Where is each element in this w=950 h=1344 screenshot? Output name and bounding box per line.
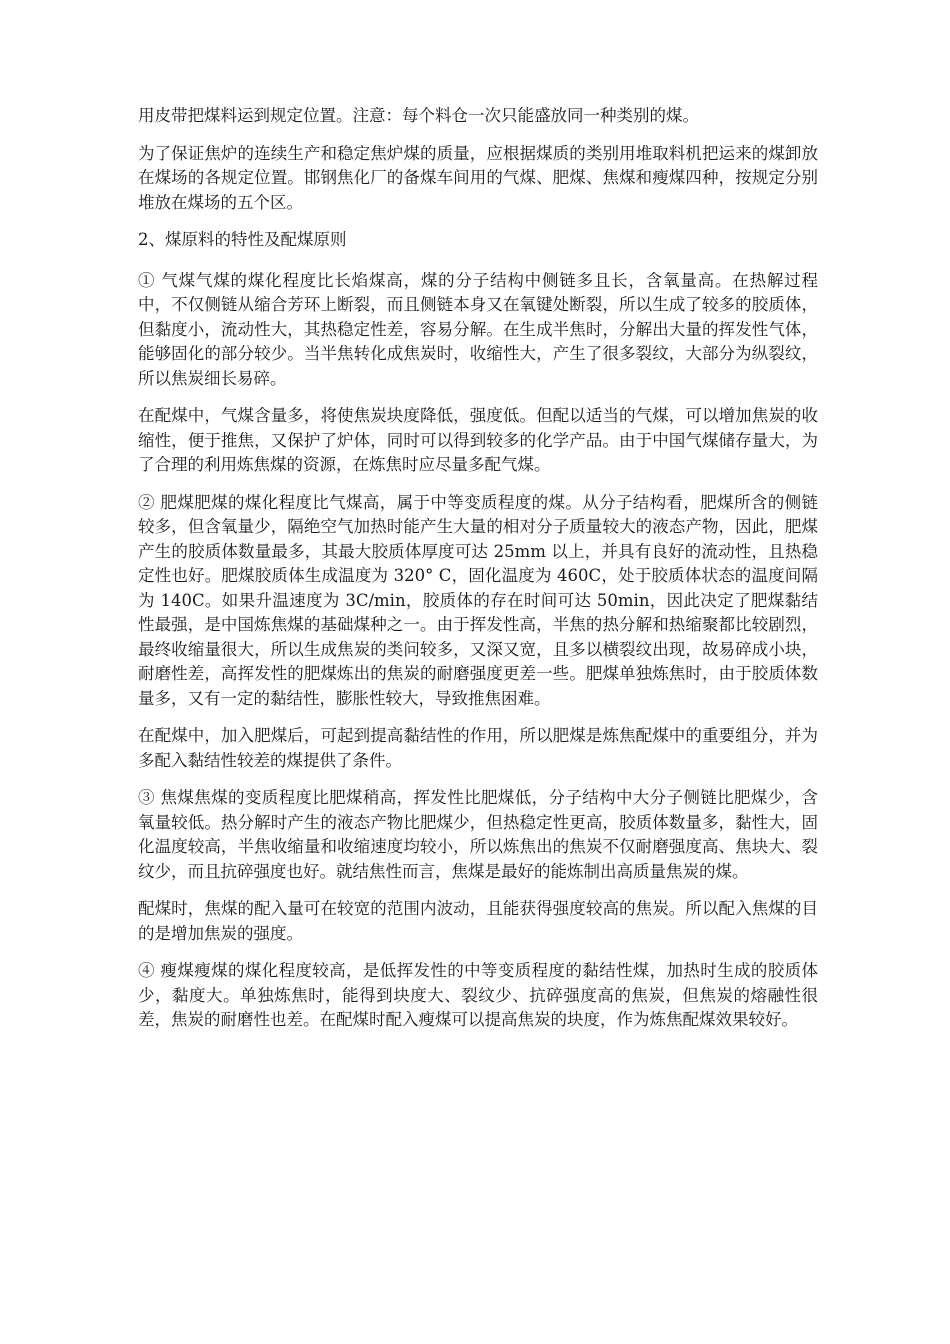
paragraph-conveyor-note: 用皮带把煤料运到规定位置。注意：每个料仓一次只能盛放同一种类别的煤。 [138, 106, 699, 125]
paragraph-coking-coal-blending: 配煤时，焦煤的配入量可在较宽的范围内波动，且能获得强度较高的焦炭。所以配入焦煤的目的是增加焦炭的强度。 [138, 899, 818, 943]
paragraph-fat-coal: ② 肥煤肥煤的煤化程度比气煤高，属于中等变质程度的煤。从分子结构看，肥煤所含的侧链较多，但含氧量少，隔绝空气加热时能产生大量的相对分子质量较大的液态产物，因此，肥煤产生的胶质体数量最多，其最大胶质体厚度可达 25mm 以上，并具有良好的流动性，且热稳定性也好。肥煤胶质体生成温度为 320° C，固化温度为 460C，处于胶质体状态的温度间隔为 140C。如果升温速度为 3C/min，胶质体的存在时间可达 50min，因此决定了肥煤黏结性最强，是中国炼焦煤的基础煤种之一。由于挥发性高，半焦的热分解和热缩聚都比较剧烈，最终收缩量很大，所以生成焦炭的类问较多，又深又宽，且多以横裂纹出现，故易碎成小块，耐磨性差，高挥发性的肥煤炼出的焦炭的耐磨强度更差一些。肥煤单独炼焦时，由于胶质体数量多，又有一定的黏结性，膨胀性较大，导致推焦困难。 [138, 492, 818, 708]
paragraph-lean-coal: ④ 瘦煤瘦煤的煤化程度较高，是低挥发性的中等变质程度的黏结性煤，加热时生成的胶质体少，黏度大。单独炼焦时，能得到块度大、裂纹少、抗碎强度高的焦炭，但焦炭的熔融性很差，焦炭的耐磨性也差。在配煤时配入瘦煤可以提高焦炭的块度，作为炼焦配煤效果较好。 [138, 961, 818, 1029]
paragraph-coal-yard: 为了保证焦炉的连续生产和稳定焦炉煤的质量，应根据煤质的类别用堆取料机把运来的煤卸放在煤场的各规定位置。邯钢焦化厂的备煤车间用的气煤、肥煤、焦煤和瘦煤四种，按规定分别堆放在煤场的五个区。 [138, 143, 818, 212]
paragraph-coking-coal: ③ 焦煤焦煤的变质程度比肥煤稍高，挥发性比肥煤低，分子结构中大分子侧链比肥煤少，含氧量较低。热分解时产生的液态产物比肥煤少，但热稳定性更高，胶质体数量多，黏性大，固化温度较高，半焦收缩量和收缩速度均较小，所以炼焦出的焦炭不仅耐磨强度高、焦块大、裂纹少，而且抗碎强度也好。就结焦性而言，焦煤是最好的能炼制出高质量焦炭的煤。 [138, 788, 818, 881]
section-heading-coal-properties: 2、煤原料的特性及配煤原则 [138, 230, 347, 249]
paragraph-gas-coal: ① 气煤气煤的煤化程度比长焰煤高，煤的分子结构中侧链多且长，含氧量高。在热解过程中，不仅侧链从缩合芳环上断裂，而且侧链本身又在氧键处断裂，所以生成了较多的胶质体，但黏度小，流动性大，其热稳定性差，容易分解。在生成半焦时，分解出大量的挥发性气体，能够固化的部分较少。当半焦转化成焦炭时，收缩性大，产生了很多裂纹，大部分为纵裂纹，所以焦炭细长易碎。 [138, 270, 818, 388]
paragraph-gas-coal-blending: 在配煤中，气煤含量多，将使焦炭块度降低，强度低。但配以适当的气煤，可以增加焦炭的收缩性，便于推焦，又保护了炉体，同时可以得到较多的化学产品。由于中国气煤储存量大，为了合理的利用炼焦煤的资源，在炼焦时应尽量多配气煤。 [138, 406, 818, 474]
document-body [138, 104, 818, 1046]
paragraph-fat-coal-blending: 在配煤中，加入肥煤后，可起到提高黏结性的作用，所以肥煤是炼焦配煤中的重要组分，并为多配入黏结性较差的煤提供了条件。 [138, 726, 818, 770]
